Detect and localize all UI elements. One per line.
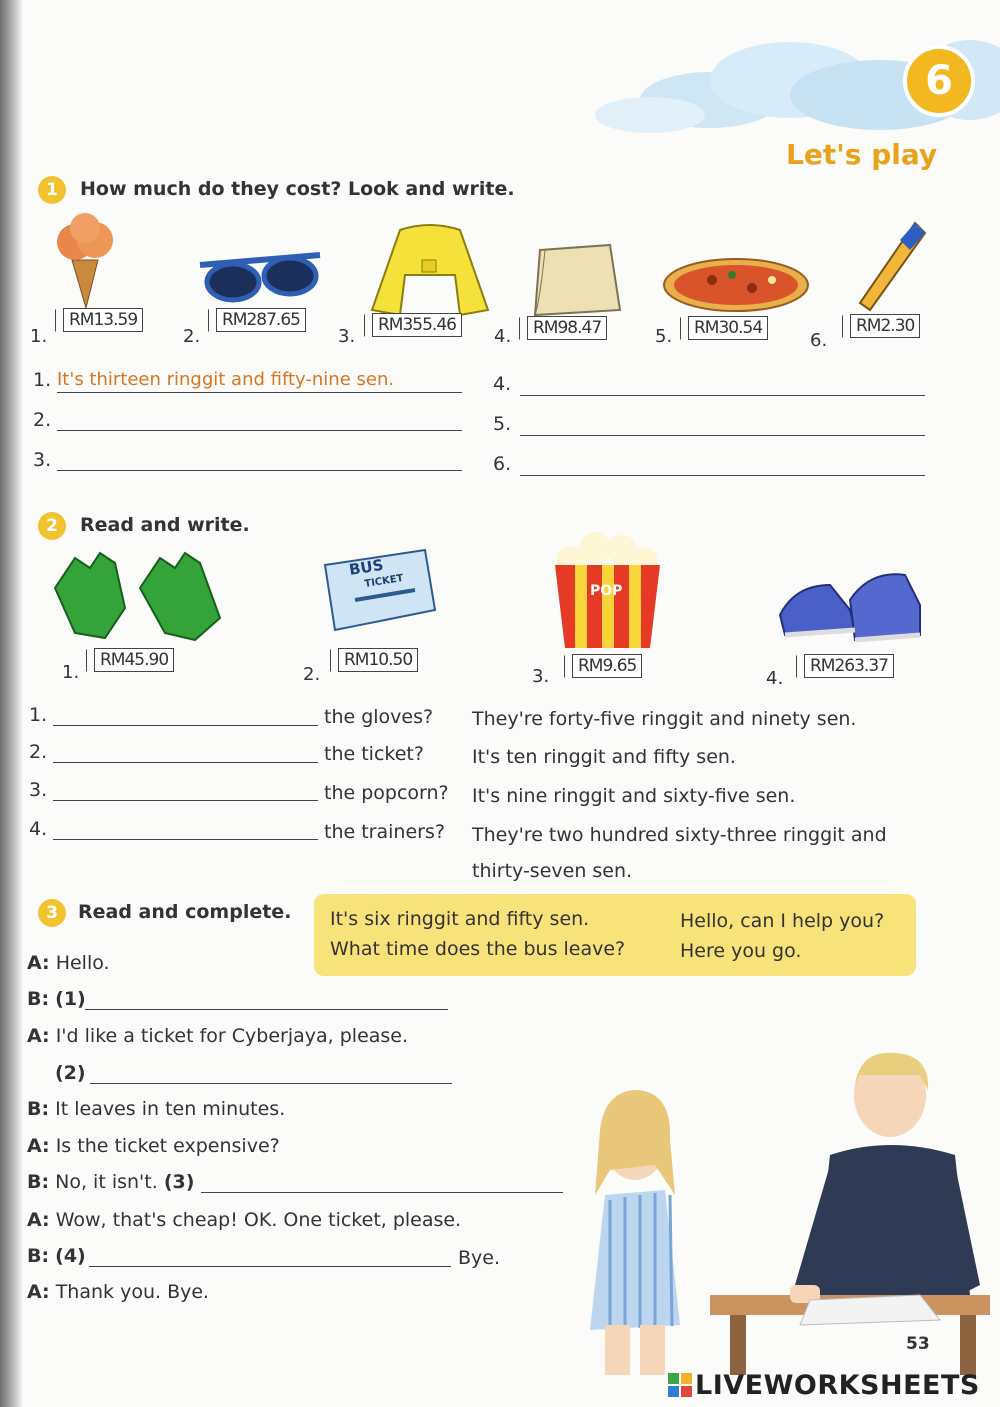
price-tag: RM263.37 — [804, 654, 894, 678]
dialogue-text: No, it isn't. — [55, 1171, 158, 1193]
answer-line-6[interactable] — [520, 475, 925, 476]
item-number: 3. — [338, 326, 356, 347]
question-object: the popcorn? — [324, 782, 449, 804]
example-answer: It's thirteen ringgit and fifty-nine sen. — [57, 369, 395, 390]
reply-text: They're two hundred sixty-three ringgit and — [472, 824, 887, 846]
bag-icon — [525, 230, 625, 320]
word-box-phrase[interactable]: Here you go. — [680, 940, 802, 962]
speaker-label: A: — [27, 1281, 50, 1303]
line-number: 2. — [33, 409, 52, 431]
dialogue-text: Bye. — [458, 1247, 501, 1269]
speaker-label: A: — [27, 952, 50, 974]
dialogue-blank-2[interactable] — [90, 1083, 452, 1084]
price-tag: RM9.65 — [572, 654, 642, 678]
price-tag: RM287.65 — [216, 308, 306, 332]
children-photo-illustration — [560, 1045, 990, 1375]
question-blank-3[interactable] — [53, 800, 318, 801]
dialogue-blank-3[interactable] — [201, 1192, 563, 1193]
price-tag: RM10.50 — [338, 648, 418, 672]
ice-cream-icon — [50, 210, 120, 310]
raincoat-icon — [370, 220, 490, 320]
row-number: 4. — [29, 818, 48, 840]
word-box-phrase[interactable]: It's six ringgit and fifty sen. — [330, 908, 590, 930]
item-number: 2. — [303, 664, 321, 685]
answer-line-2[interactable] — [57, 430, 462, 431]
pizza-icon — [662, 255, 810, 315]
exercise-1-title: How much do they cost? Look and write. — [80, 178, 515, 200]
price-tag: RM30.54 — [688, 316, 768, 340]
dialogue-blank-1[interactable] — [85, 1009, 448, 1010]
row-number: 2. — [29, 741, 48, 763]
dialogue-text: Thank you. Bye. — [55, 1281, 210, 1303]
question-object: the trainers? — [324, 821, 445, 843]
word-box-phrase[interactable]: Hello, can I help you? — [680, 910, 885, 932]
dialogue-blank-4[interactable] — [89, 1266, 451, 1267]
word-box — [314, 894, 916, 976]
liveworksheets-logo-icon — [668, 1373, 692, 1397]
unit-number-badge: 6 — [903, 45, 975, 117]
popcorn-icon — [550, 530, 665, 650]
item-number: 3. — [532, 666, 550, 687]
exercise-3-badge: 3 — [38, 899, 66, 927]
line-number: 3. — [33, 449, 52, 471]
gap-number: (1) — [55, 988, 86, 1010]
reply-text-continued: thirty-seven sen. — [472, 860, 633, 882]
sunglasses-icon — [195, 250, 325, 310]
footer-brand[interactable]: LIVEWORKSHEETS — [695, 1370, 980, 1401]
price-tag: RM45.90 — [94, 648, 174, 672]
gloves-icon — [45, 548, 225, 648]
question-object: the gloves? — [324, 706, 434, 728]
price-tag: RM98.47 — [527, 316, 607, 340]
popcorn-label: POP — [590, 583, 623, 599]
word-box-phrase[interactable]: What time does the bus leave? — [330, 938, 626, 960]
speaker-label: B: — [27, 988, 50, 1010]
item-number: 1. — [62, 662, 80, 683]
dialogue-text: Hello. — [55, 952, 110, 974]
line-number: 6. — [493, 453, 512, 475]
speaker-label: B: — [27, 1098, 50, 1120]
price-tag: RM2.30 — [850, 314, 920, 338]
item-number: 4. — [494, 326, 512, 347]
line-number: 1. — [33, 369, 52, 391]
gap-number: (2) — [55, 1062, 86, 1084]
price-tag: RM355.46 — [372, 313, 462, 337]
item-number: 2. — [183, 326, 201, 347]
row-number: 1. — [29, 704, 48, 726]
dialogue-text: Wow, that's cheap! OK. One ticket, please. — [55, 1209, 462, 1231]
question-blank-4[interactable] — [53, 839, 318, 840]
exercise-2-badge: 2 — [38, 512, 66, 540]
bus-ticket-label: BUS — [347, 555, 385, 579]
reply-text: It's ten ringgit and fifty sen. — [472, 746, 736, 768]
answer-line-4[interactable] — [520, 395, 925, 396]
trainers-icon — [775, 565, 925, 650]
price-tag: RM13.59 — [63, 308, 143, 332]
speaker-label: A: — [27, 1025, 50, 1047]
gap-number: (3) — [163, 1171, 195, 1193]
item-number: 1. — [30, 326, 48, 347]
exercise-2-title: Read and write. — [80, 514, 250, 536]
gap-number: (4) — [55, 1245, 86, 1267]
bus-ticket-icon — [320, 545, 440, 635]
item-number: 5. — [655, 326, 673, 347]
dialogue-text: It leaves in ten minutes. — [55, 1098, 286, 1120]
page-number: 53 — [906, 1334, 930, 1354]
line-number: 4. — [493, 373, 512, 395]
reply-text: They're forty-five ringgit and ninety sen. — [472, 708, 857, 730]
exercise-3-title: Read and complete. — [78, 901, 292, 923]
row-number: 3. — [29, 779, 48, 801]
item-number: 6. — [810, 330, 828, 351]
answer-line-3[interactable] — [57, 470, 462, 471]
dialogue-text: Is the ticket expensive? — [55, 1135, 280, 1157]
reply-text: It's nine ringgit and sixty-five sen. — [472, 785, 796, 807]
speaker-label: B: — [27, 1171, 50, 1193]
speaker-label: A: — [27, 1209, 50, 1231]
book-spine-shadow — [0, 0, 22, 1407]
unit-title: Let's play — [786, 138, 938, 171]
exercise-1-badge: 1 — [38, 176, 66, 204]
answer-line-1 — [57, 392, 462, 393]
answer-line-5[interactable] — [520, 435, 925, 436]
pen-icon — [855, 215, 935, 315]
question-blank-1[interactable] — [53, 725, 318, 726]
dialogue-text: I'd like a ticket for Cyberjaya, please. — [55, 1025, 409, 1047]
speaker-label: B: — [27, 1245, 50, 1267]
speaker-label: A: — [27, 1135, 50, 1157]
item-number: 4. — [766, 668, 784, 689]
question-object: the ticket? — [324, 743, 424, 765]
bus-ticket-label-2: TICKET — [363, 572, 405, 590]
question-blank-2[interactable] — [53, 762, 318, 763]
line-number: 5. — [493, 413, 512, 435]
